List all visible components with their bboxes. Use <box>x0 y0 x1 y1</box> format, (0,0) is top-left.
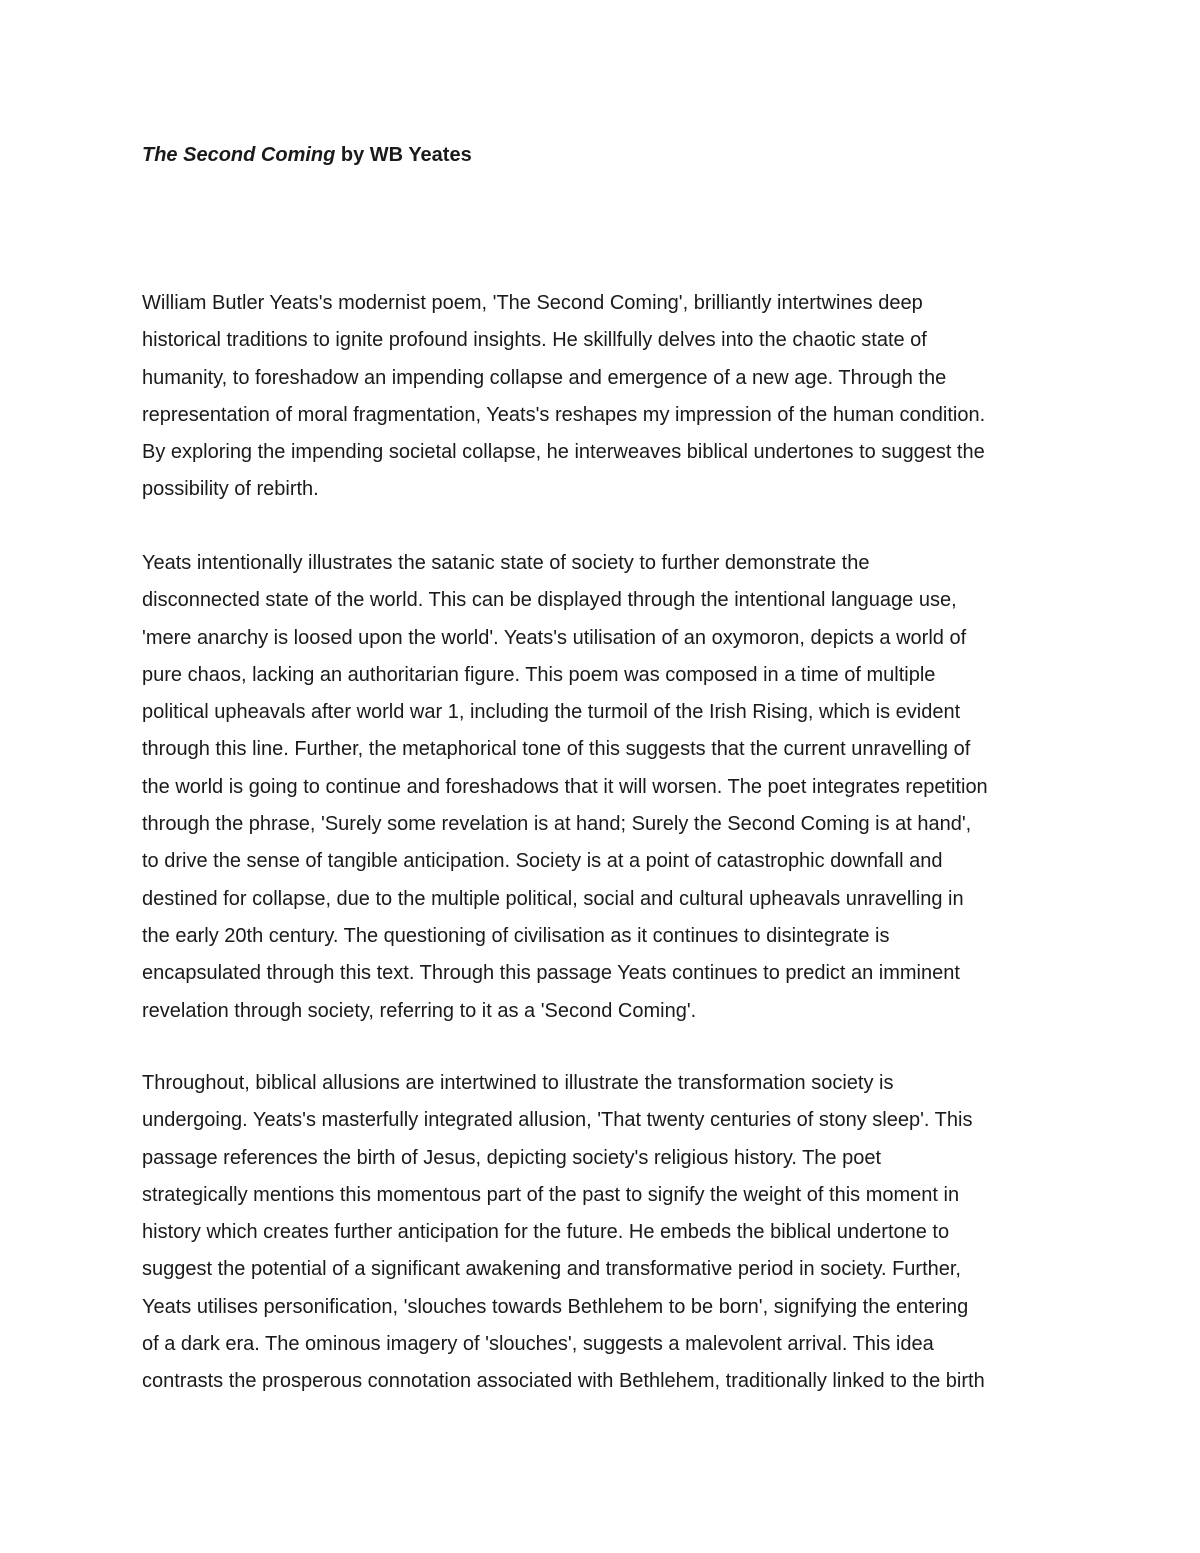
paragraph-line: through the phrase, 'Surely some revelation is at hand; Surely the Second Coming is at hand', <box>142 813 972 836</box>
paragraph-line: of a dark era. The ominous imagery of 'slouches', suggests a malevolent arrival. This idea <box>142 1333 934 1356</box>
title-author-part: by WB Yeates <box>335 144 472 166</box>
paragraph-line: pure chaos, lacking an authoritarian figure. This poem was composed in a time of multiple <box>142 663 936 686</box>
paragraph-line: revelation through society, referring to it as a 'Second Coming'. <box>142 999 697 1022</box>
paragraph-line: 'mere anarchy is loosed upon the world'. Yeats's utilisation of an oxymoron, depicts a world of <box>142 626 967 649</box>
paragraph-line: strategically mentions this momentous part of the past to signify the weight of this moment in <box>142 1183 960 1206</box>
paragraph-line: history which creates further anticipation for the future. He embeds the biblical undertone to <box>142 1221 950 1244</box>
document-title <box>142 141 472 169</box>
paragraph-line: Throughout, biblical allusions are intertwined to illustrate the transformation society is <box>142 1072 894 1094</box>
paragraph-line: possibility of rebirth. <box>142 478 319 501</box>
paragraph-line: encapsulated through this text. Through this passage Yeats continues to predict an imminent <box>142 962 960 985</box>
paragraph-line: disconnected state of the world. This can be displayed through the intentional language use, <box>142 589 957 612</box>
paragraph-body-1 <box>142 545 1062 1030</box>
paragraph-line: political upheavals after world war 1, including the turmoil of the Irish Rising, which is evident <box>142 701 961 724</box>
paragraph-line: to drive the sense of tangible anticipation. Society is at a point of catastrophic downfall and <box>142 850 943 873</box>
paragraph-line: Yeats intentionally illustrates the satanic state of society to further demonstrate the <box>142 552 870 574</box>
paragraph-line: historical traditions to ignite profound insights. He skillfully delves into the chaotic state of <box>142 329 927 352</box>
paragraph-line: the world is going to continue and foreshadows that it will worsen. The poet integrates repetition <box>142 775 988 798</box>
paragraph-line: the early 20th century. The questioning of civilisation as it continues to disintegrate is <box>142 924 890 947</box>
paragraph-line: humanity, to foreshadow an impending collapse and emergence of a new age. Through the <box>142 366 947 389</box>
paragraph-line: William Butler Yeats's modernist poem, 'The Second Coming', brilliantly intertwines deep <box>142 292 923 314</box>
paragraph-body-2 <box>142 1065 1062 1401</box>
paragraph-line: contrasts the prosperous connotation associated with Bethlehem, traditionally linked to the birth <box>142 1370 985 1393</box>
paragraph-line: Yeats utilises personification, 'slouches towards Bethlehem to be born', signifying the entering <box>142 1295 969 1318</box>
paragraph-line: representation of moral fragmentation, Yeats's reshapes my impression of the human condition. <box>142 403 986 426</box>
paragraph-line: suggest the potential of a significant awakening and transformative period in society. Further, <box>142 1258 961 1281</box>
paragraph-line: through this line. Further, the metaphorical tone of this suggests that the current unravelling of <box>142 738 971 761</box>
paragraph-introduction <box>142 285 1062 509</box>
paragraph-line: destined for collapse, due to the multiple political, social and cultural upheavals unravelling in <box>142 887 964 910</box>
paragraph-line: undergoing. Yeats's masterfully integrated allusion, 'That twenty centuries of stony sleep'. This <box>142 1109 973 1132</box>
paragraph-line: passage references the birth of Jesus, depicting society's religious history. The poet <box>142 1146 882 1169</box>
paragraph-line: By exploring the impending societal collapse, he interweaves biblical undertones to suggest the <box>142 441 985 464</box>
title-italic-part: The Second Coming <box>142 144 336 166</box>
